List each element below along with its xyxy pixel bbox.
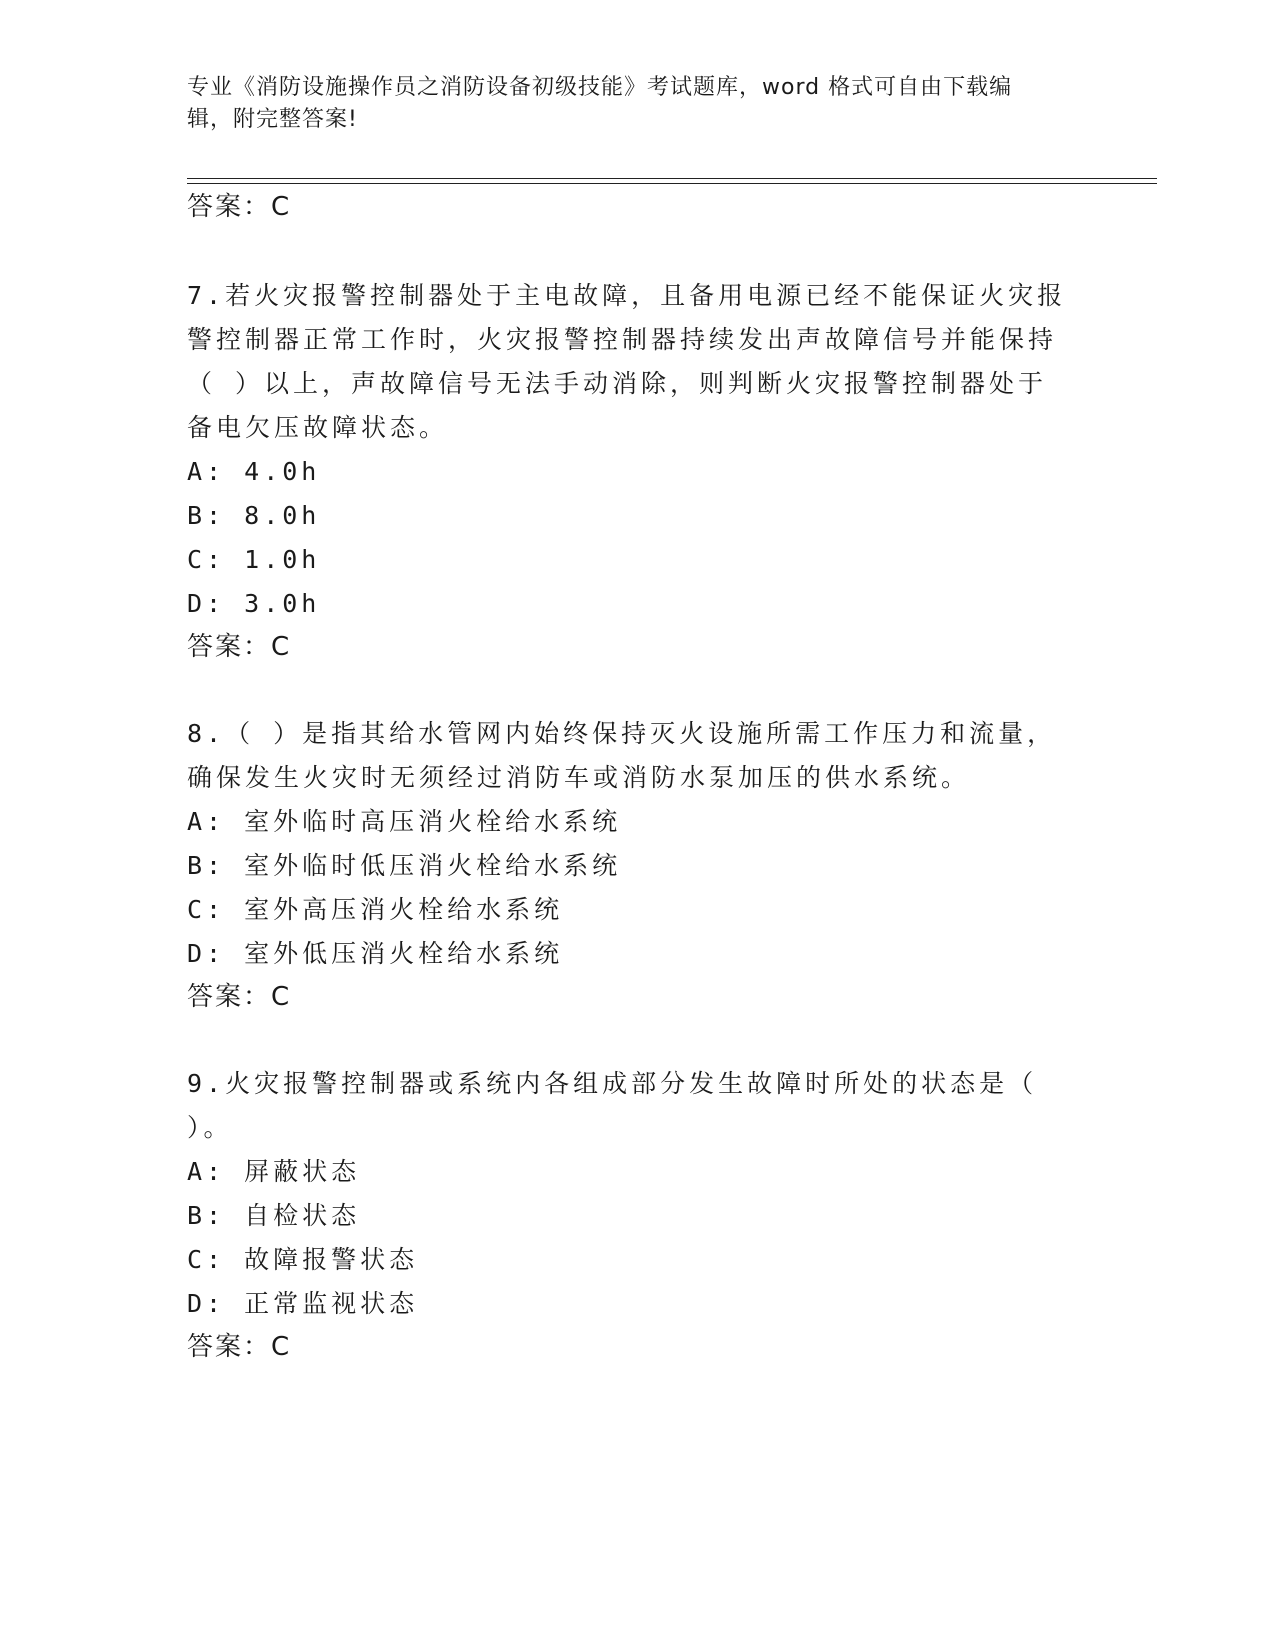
question-text-line: 8.（ ）是指其给水管网内始终保持灭火设施所需工作压力和流量， <box>187 719 1057 748</box>
question-text-line: 7.若火灾报警控制器处于主电故障，且备用电源已经不能保证火灾报 <box>187 281 1067 310</box>
answer: 答案：C <box>187 632 292 662</box>
option-b: B: 室外临时低压消火栓给水系统 <box>187 851 622 880</box>
option-c: C: 故障报警状态 <box>187 1245 419 1274</box>
question-text-line: 确保发生火灾时无须经过消防车或消防水泵加压的供水系统。 <box>187 763 971 792</box>
header-line-1: 专业《消防设施操作员之消防设备初级技能》考试题库，word 格式可自由下载编 <box>187 75 1013 100</box>
option-b: B: 自检状态 <box>187 1201 361 1230</box>
question-text-line: （ ）以上，声故障信号无法手动消除，则判断火灾报警控制器处于 <box>187 369 1048 398</box>
question-text-line: 备电欠压故障状态。 <box>187 413 449 442</box>
answer: 答案：C <box>187 982 292 1012</box>
header-divider-bottom <box>187 183 1157 184</box>
question-text-line: ）。 <box>187 1113 233 1142</box>
header-line-2: 辑，附完整答案! <box>187 107 358 132</box>
option-a: A: 屏蔽状态 <box>187 1157 361 1186</box>
question-text-line: 9.火灾报警控制器或系统内各组成部分发生故障时所处的状态是（ <box>187 1069 1038 1098</box>
option-d: D: 室外低压消火栓给水系统 <box>187 939 564 968</box>
option-a: A: 4.0h <box>187 457 321 486</box>
option-a: A: 室外临时高压消火栓给水系统 <box>187 807 622 836</box>
option-c: C: 1.0h <box>187 545 321 574</box>
previous-answer: 答案：C <box>187 192 292 222</box>
question-text-line: 警控制器正常工作时，火灾报警控制器持续发出声故障信号并能保持 <box>187 325 1058 354</box>
answer: 答案：C <box>187 1332 292 1362</box>
option-d: D: 3.0h <box>187 589 321 618</box>
header-divider-top <box>187 178 1157 179</box>
option-b: B: 8.0h <box>187 501 321 530</box>
option-d: D: 正常监视状态 <box>187 1289 419 1318</box>
option-c: C: 室外高压消火栓给水系统 <box>187 895 564 924</box>
document-header <box>187 72 1067 136</box>
